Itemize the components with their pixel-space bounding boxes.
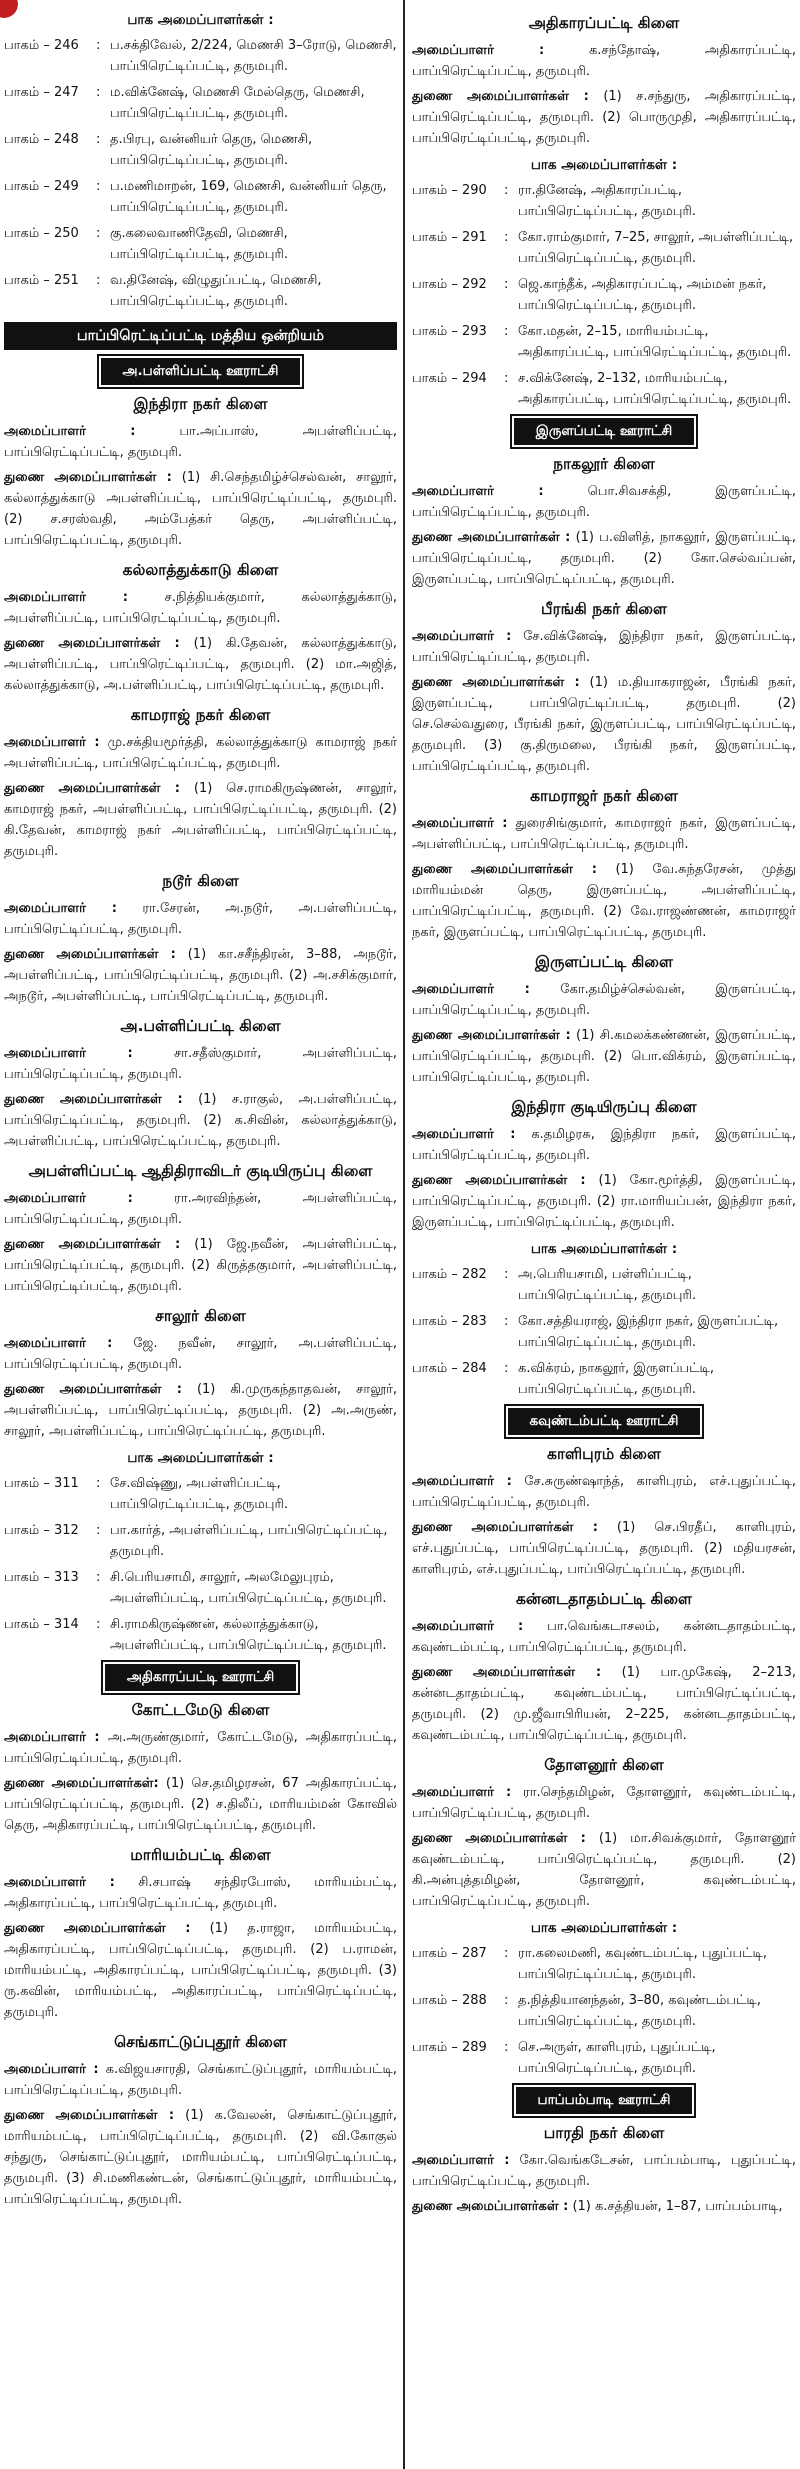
booth-row	[412, 1311, 796, 1353]
role-label: அமைப்பாளர் :	[4, 1730, 100, 1745]
booth-details: கோ.சத்தியராஜ், இந்திரா நகர், இருளப்பட்டி, பாப்பிரெட்டிப்பட்டி, தருமபுரி.	[518, 1314, 779, 1350]
separator: :	[504, 1361, 509, 1376]
booth-row	[4, 129, 397, 171]
member-entry	[4, 633, 397, 696]
member-entry	[412, 481, 796, 523]
booth-row	[412, 368, 796, 410]
member-details: (1) ச.சந்துரு, அதிகாரப்பட்டி, பாப்பிரெட்டிப்பட்டி, தருமபுரி. (2) பொருமுதி, அதிகாரப்பட்டி, பாப்பிரெட்டிப்பட்டி, தருமபுரி.	[412, 89, 796, 146]
booth-row	[4, 82, 397, 124]
branch-heading: காமராஜ் நகர் கிளை	[130, 706, 271, 724]
member-details: ரா.சேரன், அ.நடூர், அ.பள்ளிப்பட்டி, பாப்பிரெட்டிப்பட்டி, தருமபுரி.	[4, 901, 397, 937]
booth-row	[412, 274, 796, 316]
role-label: அமைப்பாளர் :	[412, 484, 544, 499]
panchayat-heading: பாப்பம்பாடி ஊராட்சி	[516, 2087, 693, 2114]
booth-details: ப.சக்திவேல், 2/224, மெணசி 3–ரோடு, மெணசி, பாப்பிரெட்டிப்பட்டி, தருமபுரி.	[110, 38, 397, 74]
member-details: (1) வே.சுந்தரேசன், முத்து மாரியம்மன் தெரு, இருளப்பட்டி, அபள்ளிப்பட்டி, பாப்பிரெட்டிப்பட்டி, தருமபுரி. (2) வே.ராஜண்ணன், காமராஜர் நகர், இருளப்பட்டி, பாப்பிரெட்டிப்பட்டி, தருமபுரி.	[412, 862, 796, 940]
member-entry	[412, 1471, 796, 1513]
member-details: ரா.அரவிந்தன், அபள்ளிப்பட்டி, பாப்பிரெட்டிப்பட்டி, தருமபுரி.	[4, 1191, 397, 1227]
member-entry	[4, 1234, 397, 1297]
panchayat-heading: இருளப்பட்டி ஊராட்சி	[514, 418, 694, 445]
member-details: க.சந்தோஷ், அதிகாரப்பட்டி, பாப்பிரெட்டிப்பட்டி, தருமபுரி.	[412, 43, 796, 79]
role-label: துணை அமைப்பாளர்கள் :	[412, 1028, 571, 1043]
booth-details: பா.கார்த், அபள்ளிப்பட்டி, பாப்பிரெட்டிப்பட்டி, தருமபுரி.	[110, 1523, 388, 1559]
member-entry	[412, 2196, 796, 2217]
member-entry	[4, 587, 397, 629]
booth-row	[4, 1520, 397, 1562]
member-entry	[412, 527, 796, 590]
role-label: துணை அமைப்பாளர்கள்:	[4, 1776, 159, 1791]
booth-details: வ.தினேஷ், விழுதுப்பட்டி, மெணசி, பாப்பிரெட்டிப்பட்டி, தருமபுரி.	[110, 273, 322, 309]
booth-number: பாகம் – 293	[412, 324, 487, 339]
role-label: அமைப்பாளர் :	[412, 2153, 510, 2168]
section-subheading: பாக அமைப்பாளர்கள் :	[530, 157, 678, 173]
separator: :	[504, 1993, 509, 2008]
member-details: (1) க.வேலன், செங்காட்டுப்புதூர், மாரியம்பட்டி, பாப்பிரெட்டிப்பட்டி, தருமபுரி. (2) வி.கோகுல் சந்துரு, செங்காட்டுப்புதூர், மாரியம்பட்டி, பாப்பிரெட்டிப்பட்டி, தருமபுரி. (3) சி.மணிகண்டன், செங்காட்டுப்புதூர், மாரியம்பட்டி, பாப்பிரெட்டிப்பட்டி, தருமபுரி.	[4, 2108, 397, 2207]
member-entry	[4, 421, 397, 463]
member-details: (1) செ.ராமகிருஷ்ணன், சாலூர், காமராஜ் நகர், அபள்ளிப்பட்டி, பாப்பிரெட்டிப்பட்டி, தருமபுரி. (2) கி.தேவன், காமராஜ் நகர் அபள்ளிப்பட்டி, பாப்பிரெட்டிப்பட்டி, தருமபுரி.	[4, 781, 397, 859]
booth-details: சே.விஷ்ணு, அபள்ளிப்பட்டி, பாப்பிரெட்டிப்பட்டி, தருமபுரி.	[110, 1476, 288, 1512]
member-details: (1) செ.பிரதீப், காளிபுரம், எச்.புதுப்பட்டி, பாப்பிரெட்டிப்பட்டி, தருமபுரி. (2) மதியரசன், காளிபுரம், எச்.புதுப்பட்டி, பாப்பிரெட்டிப்பட்டி, தருமபுரி.	[412, 1520, 796, 1577]
separator: :	[504, 1267, 509, 1282]
member-entry	[4, 1918, 397, 2023]
booth-details: அ.பெரியசாமி, பள்ளிப்பட்டி, பாப்பிரெட்டிப்பட்டி, தருமபுரி.	[518, 1267, 696, 1303]
role-label: துணை அமைப்பாளர்கள் :	[412, 2199, 569, 2214]
booth-number: பாகம் – 249	[4, 179, 79, 194]
member-entry	[412, 672, 796, 777]
booth-row	[412, 321, 796, 363]
member-entry	[4, 1043, 397, 1085]
booth-details: கு.கலைவாணிதேவி, மெணசி, பாப்பிரெட்டிப்பட்டி, தருமபுரி.	[110, 226, 288, 262]
member-entry	[4, 1188, 397, 1230]
member-entry	[412, 1828, 796, 1912]
member-entry	[4, 1089, 397, 1152]
member-entry	[4, 898, 397, 940]
member-details: க.விஜயசாரதி, செங்காட்டுப்புதூர், மாரியம்பட்டி, பாப்பிரெட்டிப்பட்டி, தருமபுரி.	[4, 2062, 397, 2098]
member-entry	[4, 1727, 397, 1769]
member-entry	[4, 732, 397, 774]
role-label: அமைப்பாளர் :	[412, 1127, 516, 1142]
booth-number: பாகம் – 248	[4, 132, 79, 147]
member-entry	[412, 1517, 796, 1580]
separator: :	[504, 371, 509, 386]
role-label: அமைப்பாளர் :	[412, 1474, 512, 1489]
section-subheading: பாக அமைப்பாளர்கள் :	[127, 1450, 274, 1466]
member-entry	[412, 86, 796, 149]
booth-number: பாகம் – 289	[412, 2040, 487, 2055]
separator: :	[96, 226, 101, 241]
member-entry	[4, 1773, 397, 1836]
branch-heading: காமராஜர் நகர் கிளை	[530, 787, 678, 805]
member-entry	[412, 2150, 796, 2192]
member-entry	[412, 1124, 796, 1166]
booth-details: சி.பெரியசாமி, சாலூர், அலமேலுபுரம், அபள்ளிப்பட்டி, பாப்பிரெட்டிப்பட்டி, தருமபுரி.	[110, 1570, 387, 1606]
role-label: துணை அமைப்பாளர்கள் :	[4, 1237, 181, 1252]
booth-details: ம.விக்னேஷ், மெணசி மேல்தெரு, மெணசி, பாப்பிரெட்டிப்பட்டி, தருமபுரி.	[110, 85, 365, 121]
branch-heading: அபள்ளிப்பட்டி ஆதிதிராவிடர் குடியிருப்பு கிளை	[28, 1162, 373, 1180]
branch-heading: மாரியம்பட்டி கிளை	[130, 1846, 271, 1864]
member-details: (1) செ.தமிழரசன், 67 அதிகாரப்பட்டி, பாப்பிரெட்டிப்பட்டி, தருமபுரி. (2) ச.திலீப், மாரியம்மன் கோவில் தெரு, அதிகாரப்பட்டி, பாப்பிரெட்டிப்பட்டி, தருமபுரி.	[4, 1776, 397, 1833]
booth-row	[4, 270, 397, 312]
branch-heading: கோட்டமேடு கிளை	[131, 1701, 270, 1719]
member-details: (1) த.ராஜா, மாரியம்பட்டி, அதிகாரப்பட்டி, பாப்பிரெட்டிப்பட்டி, தருமபுரி. (2) ப.ராமன், மாரியம்பட்டி, அதிகாரப்பட்டி, பாப்பிரெட்டிப்பட்டி, தருமபுரி. (3) ரு.கவின், மாரியம்பட்டி, அதிகாரப்பட்டி, பாப்பிரெட்டிப்பட்டி, தருமபுரி.	[4, 1921, 397, 2020]
role-label: துணை அமைப்பாளர்கள் :	[4, 1092, 183, 1107]
separator: :	[96, 1570, 101, 1585]
member-entry	[412, 1025, 796, 1088]
separator: :	[504, 1314, 509, 1329]
branch-heading: இருளப்பட்டி கிளை	[535, 953, 673, 971]
role-label: துணை அமைப்பாளர்கள் :	[412, 862, 597, 877]
member-entry	[4, 1333, 397, 1375]
member-details: (1) ச.ராகுல், அ.பள்ளிப்பட்டி, பாப்பிரெட்டிப்பட்டி, தருமபுரி. (2) க.சிவின், கல்லாத்துக்காடு, அபள்ளிப்பட்டி, பாப்பிரெட்டிப்பட்டி, தருமபுரி.	[4, 1092, 397, 1149]
right-column	[412, 0, 796, 2469]
member-details: (1) க.சத்தியன், 1–87, பாப்பம்பாடி,	[572, 2199, 783, 2214]
role-label: துணை அமைப்பாளர்கள் :	[4, 2108, 175, 2123]
booth-row	[412, 1943, 796, 1985]
booth-number: பாகம் – 314	[4, 1617, 79, 1632]
role-label: அமைப்பாளர் :	[4, 590, 128, 605]
separator: :	[96, 1617, 101, 1632]
member-entry	[4, 1872, 397, 1914]
booth-details: ஜெ.காந்தீக், அதிகாரப்பட்டி, அம்மன் நகர், பாப்பிரெட்டிப்பட்டி, தருமபுரி.	[518, 277, 767, 313]
separator: :	[96, 38, 101, 53]
role-label: துணை அமைப்பாளர்கள் :	[4, 470, 172, 485]
separator: :	[504, 324, 509, 339]
booth-row	[412, 2037, 796, 2079]
left-column	[4, 0, 397, 2469]
separator: :	[96, 85, 101, 100]
member-details: துரைசிங்குமார், காமராஜர் நகர், இருளப்பட்டி, அபள்ளிப்பட்டி, பாப்பிரெட்டிப்பட்டி, தருமபுரி.	[412, 816, 796, 852]
role-label: துணை அமைப்பாளர்கள் :	[4, 781, 180, 796]
booth-row	[412, 1990, 796, 2032]
member-entry	[412, 859, 796, 943]
member-details: சி.சபாஷ் சந்திரபோஸ், மாரியம்பட்டி, அதிகாரப்பட்டி, பாப்பிரெட்டிப்பட்டி, தருமபுரி.	[4, 1875, 397, 1911]
role-label: அமைப்பாளர் :	[4, 1875, 115, 1890]
separator: :	[96, 273, 101, 288]
member-entry	[4, 1379, 397, 1442]
role-label: துணை அமைப்பாளர்கள் :	[4, 1921, 191, 1936]
booth-details: த.நித்தியானந்தன், 3–80, கவுண்டம்பட்டி, பாப்பிரெட்டிப்பட்டி, தருமபுரி.	[518, 1993, 761, 2029]
member-entry	[4, 2059, 397, 2101]
role-label: அமைப்பாளர் :	[4, 424, 136, 439]
member-details: (1) ம.தியாகராஜன், பீரங்கி நகர், இருளப்பட்டி, பாப்பிரெட்டிப்பட்டி, தருமபுரி. (2) செ.செல்வதுரை, பீரங்கி நகர், இருளப்பட்டி, பாப்பிரெட்டிப்பட்டி, தருமபுரி. (3) கு.திருமலை, பீரங்கி நகர், இருளப்பட்டி, பாப்பிரெட்டிப்பட்டி, தருமபுரி.	[412, 675, 796, 774]
separator: :	[504, 2040, 509, 2055]
member-details: சே.சுருண்ஷாந்த், காளிபுரம், எச்.புதுப்பட்டி, பாப்பிரெட்டிப்பட்டி, தருமபுரி.	[412, 1474, 796, 1510]
branch-heading: சாலூர் கிளை	[155, 1307, 246, 1325]
booth-number: பாகம் – 290	[412, 183, 487, 198]
booth-row	[412, 227, 796, 269]
member-details: பா.அப்பாஸ், அபள்ளிப்பட்டி, பாப்பிரெட்டிப்பட்டி, தருமபுரி.	[4, 424, 397, 460]
booth-number: பாகம் – 282	[412, 1267, 487, 1282]
booth-number: பாகம் – 284	[412, 1361, 487, 1376]
branch-heading: காளிபுரம் கிளை	[547, 1445, 661, 1463]
role-label: துணை அமைப்பாளர்கள் :	[412, 675, 580, 690]
separator: :	[504, 230, 509, 245]
booth-details: ரா.தினேஷ், அதிகாரப்பட்டி, பாப்பிரெட்டிப்பட்டி, தருமபுரி.	[518, 183, 696, 219]
member-entry	[412, 979, 796, 1021]
branch-heading: தோளனூர் கிளை	[544, 1756, 664, 1774]
separator: :	[96, 1523, 101, 1538]
member-entry	[4, 467, 397, 551]
role-label: அமைப்பாளர் :	[412, 1785, 512, 1800]
union-heading-band: பாப்பிரெட்டிப்பட்டி மத்திய ஒன்றியம்	[4, 322, 397, 350]
role-label: அமைப்பாளர் :	[412, 43, 545, 58]
role-label: அமைப்பாளர் :	[4, 1046, 133, 1061]
member-entry	[4, 2105, 397, 2210]
role-label: அமைப்பாளர் :	[4, 735, 100, 750]
separator: :	[504, 277, 509, 292]
booth-number: பாகம் – 292	[412, 277, 487, 292]
branch-heading: நாகலூர் கிளை	[553, 455, 655, 473]
booth-details: கோ.ராம்குமார், 7–25, சாலூர், அபள்ளிப்பட்டி, பாப்பிரெட்டிப்பட்டி, தருமபுரி.	[518, 230, 794, 266]
role-label: துணை அமைப்பாளர்கள் :	[412, 1520, 598, 1535]
member-entry	[412, 813, 796, 855]
role-label: அமைப்பாளர் :	[4, 1336, 113, 1351]
branch-heading: கல்லாத்துக்காடு கிளை	[122, 561, 279, 579]
booth-number: பாகம் – 251	[4, 273, 79, 288]
member-details: (1) ப.விளித், நாகலூர், இருளப்பட்டி, பாப்பிரெட்டிப்பட்டி, தருமபுரி. (2) கோ.செல்வப்பன், இருளப்பட்டி, பாப்பிரெட்டிப்பட்டி, தருமபுரி.	[412, 530, 796, 587]
branch-heading: அதிகாரப்பட்டி கிளை	[528, 14, 680, 32]
member-details: மு.சக்தியமூர்த்தி, கல்லாத்துக்காடு காமராஜ் நகர் அபள்ளிப்பட்டி, பாப்பிரெட்டிப்பட்டி, தருமபுரி.	[4, 735, 397, 771]
role-label: துணை அமைப்பாளர்கள் :	[4, 636, 180, 651]
booth-number: பாகம் – 288	[412, 1993, 487, 2008]
role-label: துணை அமைப்பாளர்கள் :	[4, 947, 176, 962]
member-details: (1) சி.செந்தமிழ்ச்செல்வன், சாலூர், கல்லாத்துக்காடு அபள்ளிப்பட்டி, பாப்பிரெட்டிப்பட்டி, தருமபுரி. (2) ச.சரஸ்வதி, அம்பேத்கர் தெரு, அபள்ளிப்பட்டி, பாப்பிரெட்டிப்பட்டி, தருமபுரி.	[4, 470, 397, 548]
booth-number: பாகம் – 311	[4, 1476, 79, 1491]
booth-number: பாகம் – 246	[4, 38, 79, 53]
booth-number: பாகம் – 313	[4, 1570, 79, 1585]
member-entry	[412, 1662, 796, 1746]
member-details: (1) ஜே.நவீன், அபள்ளிப்பட்டி, பாப்பிரெட்டிப்பட்டி, தருமபுரி. (2) கிருத்தகுமார், அபள்ளிப்பட்டி, பாப்பிரெட்டிப்பட்டி, தருமபுரி.	[4, 1237, 397, 1294]
member-details: சே.விக்னேஷ், இந்திரா நகர், இருளப்பட்டி, பாப்பிரெட்டிப்பட்டி, தருமபுரி.	[412, 629, 796, 665]
member-details: கோ.வெங்கடேசன், பாப்பம்பாடி, புதுப்பட்டி, பாப்பிரெட்டிப்பட்டி, தருமபுரி.	[412, 2153, 796, 2189]
booth-number: பாகம் – 312	[4, 1523, 79, 1538]
role-label: துணை அமைப்பாளர்கள் :	[4, 1382, 182, 1397]
member-details: பா.வெங்கடாசலம், கன்னடதாதம்பட்டி, கவுண்டம்பட்டி, பாப்பிரெட்டிப்பட்டி, தருமபுரி.	[412, 1619, 796, 1655]
member-entry	[412, 40, 796, 82]
role-label: அமைப்பாளர் :	[412, 816, 508, 831]
panchayat-heading: அதிகாரப்பட்டி ஊராட்சி	[105, 1664, 296, 1691]
branch-heading: செங்காட்டுப்புதூர் கிளை	[114, 2033, 287, 2051]
booth-row	[4, 35, 397, 77]
member-entry	[412, 1616, 796, 1658]
member-details: ரா.செந்தமிழன், தோளனூர், கவுண்டம்பட்டி, பாப்பிரெட்டிப்பட்டி, தருமபுரி.	[412, 1785, 796, 1821]
section-subheading: பாக அமைப்பாளர்கள் :	[530, 1241, 678, 1257]
separator: :	[96, 1476, 101, 1491]
booth-number: பாகம் – 283	[412, 1314, 487, 1329]
booth-row	[4, 223, 397, 265]
member-details: அ.அருண்குமார், கோட்டமேடு, அதிகாரப்பட்டி, பாப்பிரெட்டிப்பட்டி, தருமபுரி.	[4, 1730, 397, 1766]
role-label: துணை அமைப்பாளர்கள் :	[412, 89, 589, 104]
booth-details: ச.விக்னேஷ், 2–132, மாரியம்பட்டி, அதிகாரப்பட்டி, பாப்பிரெட்டிப்பட்டி, தருமபுரி.	[518, 371, 792, 407]
separator: :	[96, 179, 101, 194]
panchayat-heading: கவுண்டம்பட்டி ஊராட்சி	[508, 1408, 701, 1435]
role-label: அமைப்பாளர் :	[4, 2062, 99, 2077]
member-details: (1) பா.முகேஷ், 2–213, கன்னடதாதம்பட்டி, கவுண்டம்பட்டி, பாப்பிரெட்டிப்பட்டி, தருமபுரி. (2) மு.ஜீவாபிரியன், 2–225, கன்னடதாதம்பட்டி, கவுண்டம்பட்டி, பாப்பிரெட்டிப்பட்டி, தருமபுரி.	[412, 1665, 796, 1743]
member-entry	[412, 1782, 796, 1824]
role-label: அமைப்பாளர் :	[412, 629, 512, 644]
branch-heading: இந்திரா நகர் கிளை	[133, 395, 268, 413]
booth-number: பாகம் – 287	[412, 1946, 487, 1961]
member-details: க.தமிழரசு, இந்திரா நகர், இருளப்பட்டி, பாப்பிரெட்டிப்பட்டி, தருமபுரி.	[412, 1127, 796, 1163]
role-label: துணை அமைப்பாளர்கள் :	[412, 1173, 586, 1188]
member-details: பொ.சிவசக்தி, இருளப்பட்டி, பாப்பிரெட்டிப்பட்டி, தருமபுரி.	[412, 484, 796, 520]
role-label: துணை அமைப்பாளர்கள் :	[412, 530, 571, 545]
booth-details: க.விக்ரம், நாகலூர், இருளப்பட்டி, பாப்பிரெட்டிப்பட்டி, தருமபுரி.	[518, 1361, 715, 1397]
section-subheading: பாக அமைப்பாளர்கள் :	[530, 1920, 678, 1936]
member-details: (1) சி.கமலக்கண்ணன், இருளப்பட்டி, பாப்பிரெட்டிப்பட்டி, தருமபுரி. (2) பொ.விக்ரம், இருளப்பட்டி, பாப்பிரெட்டிப்பட்டி, தருமபுரி.	[412, 1028, 796, 1085]
booth-details: ப.மணிமாறன், 169, மெணசி, வன்னியர் தெரு, பாப்பிரெட்டிப்பட்டி, தருமபுரி.	[110, 179, 387, 215]
separator: :	[96, 132, 101, 147]
section-subheading: பாக அமைப்பாளர்கள் :	[127, 12, 274, 28]
member-details: சா.சதீஸ்குமார், அபள்ளிப்பட்டி, பாப்பிரெட்டிப்பட்டி, தருமபுரி.	[4, 1046, 397, 1082]
member-entry	[4, 778, 397, 862]
booth-row	[412, 180, 796, 222]
booth-details: த.பிரபு, வன்னியர் தெரு, மெணசி, பாப்பிரெட்டிப்பட்டி, தருமபுரி.	[110, 132, 313, 168]
branch-heading: அ.பள்ளிப்பட்டி கிளை	[120, 1017, 281, 1035]
booth-number: பாகம் – 247	[4, 85, 79, 100]
role-label: துணை அமைப்பாளர்கள் :	[412, 1831, 586, 1846]
booth-row	[4, 176, 397, 218]
role-label: அமைப்பாளர் :	[4, 1191, 133, 1206]
branch-heading: பாரதி நகர் கிளை	[543, 2124, 665, 2142]
member-details: கோ.தமிழ்ச்செல்வன், இருளப்பட்டி, பாப்பிரெட்டிப்பட்டி, தருமபுரி.	[412, 982, 796, 1018]
member-entry	[412, 1170, 796, 1233]
separator: :	[504, 183, 509, 198]
member-details: ச.நித்தியக்குமார், கல்லாத்துக்காடு, அபள்ளிப்பட்டி, பாப்பிரெட்டிப்பட்டி, தருமபுரி.	[4, 590, 397, 626]
member-entry	[412, 626, 796, 668]
member-details: (1) மா.சிவக்குமார், தோளனூர் கவுண்டம்பட்டி, பாப்பிரெட்டிப்பட்டி, தருமபுரி. (2) கி.அன்புத்தமிழன், தோளனூர், கவுண்டம்பட்டி, பாப்பிரெட்டிப்பட்டி, தருமபுரி.	[412, 1831, 796, 1909]
booth-details: செ.அருள், காளிபுரம், புதுப்பட்டி, பாப்பிரெட்டிப்பட்டி, தருமபுரி.	[518, 2040, 716, 2076]
panchayat-heading: அ.பள்ளிப்பட்டி ஊராட்சி	[101, 358, 301, 385]
booth-row	[4, 1473, 397, 1515]
branch-heading: கன்னடதாதம்பட்டி கிளை	[515, 1590, 693, 1608]
member-details: (1) கி.முருகந்தாதவன், சாலூர், அபள்ளிப்பட்டி, பாப்பிரெட்டிப்பட்டி, தருமபுரி. (2) அ.அருண், சாலூர், அபள்ளிப்பட்டி, பாப்பிரெட்டிப்பட்டி, தருமபுரி.	[4, 1382, 397, 1439]
booth-row	[4, 1614, 397, 1656]
member-details: (1) கி.தேவன், கல்லாத்துக்காடு, அபள்ளிப்பட்டி, பாப்பிரெட்டிப்பட்டி, தருமபுரி. (2) மா.அஜித், கல்லாத்துக்காடு, அ.பள்ளிப்பட்டி, பாப்பிரெட்டிப்பட்டி, தருமபுரி.	[4, 636, 397, 693]
member-details: (1) கோ.மூர்த்தி, இருளப்பட்டி, பாப்பிரெட்டிப்பட்டி, தருமபுரி. (2) ரா.மாரியப்பன், இந்திரா நகர், இருளப்பட்டி, பாப்பிரெட்டிப்பட்டி, தருமபுரி.	[412, 1173, 796, 1230]
member-details: (1) கா.சசீந்திரன், 3–88, அநடூர், அபள்ளிப்பட்டி, பாப்பிரெட்டிப்பட்டி, தருமபுரி. (2) அ.சசிக்குமார், அநடூர், அபள்ளிப்பட்டி, பாப்பிரெட்டிப்பட்டி, தருமபுரி.	[4, 947, 397, 1004]
booth-details: ரா.கலைமணி, கவுண்டம்பட்டி, புதுப்பட்டி, பாப்பிரெட்டிப்பட்டி, தருமபுரி.	[518, 1946, 767, 1982]
member-details: ஜே. நவீன், சாலூர், அ.பள்ளிப்பட்டி, பாப்பிரெட்டிப்பட்டி, தருமபுரி.	[4, 1336, 397, 1372]
branch-heading: பீரங்கி நகர் கிளை	[541, 600, 667, 618]
branch-heading: இந்திரா குடியிருப்பு கிளை	[511, 1098, 697, 1116]
separator: :	[504, 1946, 509, 1961]
role-label: அமைப்பாளர் :	[4, 901, 117, 916]
role-label: அமைப்பாளர் :	[412, 982, 530, 997]
column-divider	[403, 0, 405, 2469]
booth-details: கோ.மதன், 2–15, மாரியம்பட்டி, அதிகாரப்பட்டி, பாப்பிரெட்டிப்பட்டி, தருமபுரி.	[518, 324, 792, 360]
booth-row	[4, 1567, 397, 1609]
branch-heading: நடூர் கிளை	[162, 872, 239, 890]
member-entry	[4, 944, 397, 1007]
booth-details: சி.ராமகிருஷ்ணன், கல்லாத்துக்காடு, அபள்ளிப்பட்டி, பாப்பிரெட்டிப்பட்டி, தருமபுரி.	[110, 1617, 387, 1653]
role-label: அமைப்பாளர் :	[412, 1619, 524, 1634]
booth-row	[412, 1358, 796, 1400]
role-label: துணை அமைப்பாளர்கள் :	[412, 1665, 602, 1680]
booth-row	[412, 1264, 796, 1306]
booth-number: பாகம் – 291	[412, 230, 487, 245]
booth-number: பாகம் – 250	[4, 226, 79, 241]
booth-number: பாகம் – 294	[412, 371, 487, 386]
